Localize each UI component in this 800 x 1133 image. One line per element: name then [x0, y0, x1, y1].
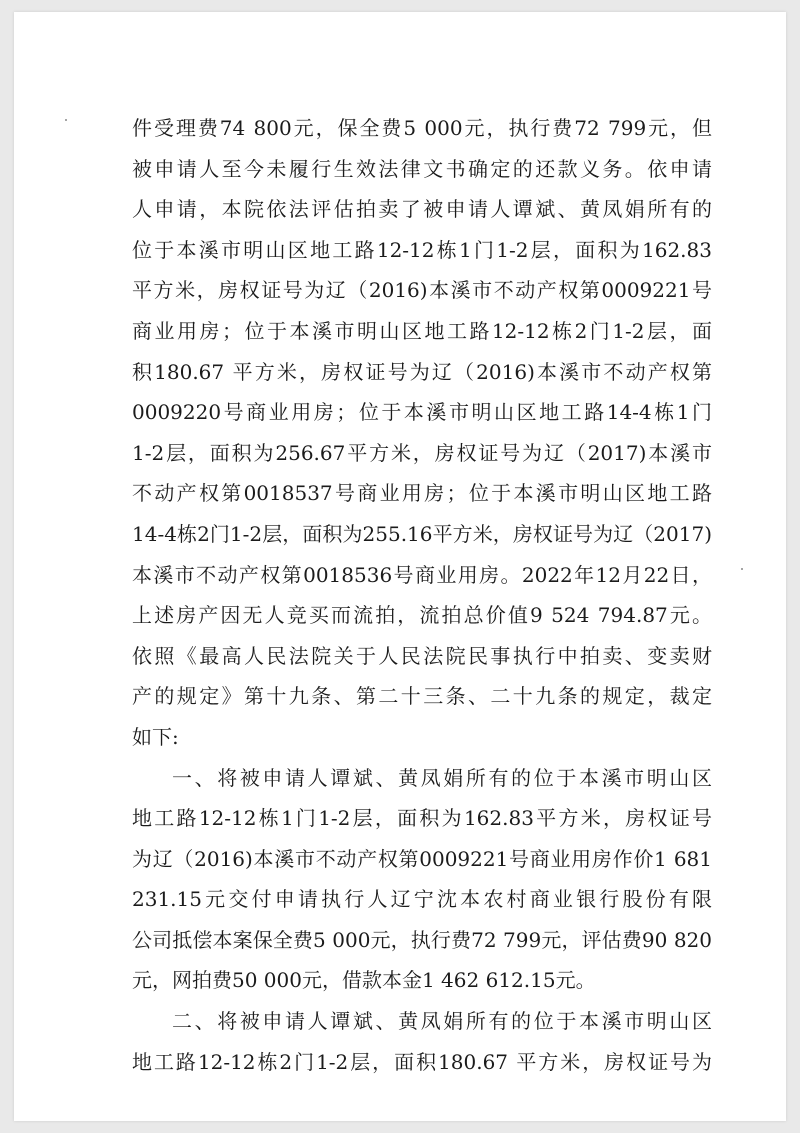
text-line: 人申请，本院依法评估拍卖了被申请人谭斌、黄凤娟所有的: [132, 197, 712, 222]
text-line: 地工路12-12栋1门1-2层，面积为162.83平方米，房权证号: [132, 806, 712, 831]
text-line: 件受理费74 800元，保全费5 000元，执行费72 799元，但: [132, 116, 712, 140]
text-line: 产的规定》第十九条、第二十三条、二十九条的规定，裁定: [132, 684, 712, 709]
text-line: 位于本溪市明山区地工路12-12栋1门1-2层，面积为162.83: [132, 237, 712, 262]
text-line: 商业用房；位于本溪市明山区地工路12-12栋2门1-2层，面: [132, 318, 712, 343]
text-line: 如下:: [132, 724, 179, 749]
document-page: [14, 12, 786, 1121]
scan-speck: [741, 568, 743, 570]
text-line: 231.15元交付申请执行人辽宁沈本农村商业银行股份有限: [132, 887, 712, 912]
text-line: 一、将被申请人谭斌、黄凤娟所有的位于本溪市明山区: [172, 765, 712, 790]
document-body: [132, 108, 712, 1082]
text-line: 14-4栋2门1-2层，面积为255.16平方米，房权证号为辽（2017): [132, 521, 712, 546]
text-line: 依照《最高人民法院关于人民法院民事执行中拍卖、变卖财: [132, 643, 712, 668]
scan-speck: [65, 119, 67, 121]
text-line: 本溪市不动产权第0018536号商业用房。2022年12月22日，: [132, 562, 712, 587]
text-line: 地工路12-12栋2门1-2层，面积180.67 平方米，房权证号为: [132, 1049, 712, 1074]
text-line: 0009220号商业用房；位于本溪市明山区地工路14-4栋1门: [132, 400, 712, 425]
text-line: 积180.67 平方米，房权证号为辽（2016)本溪市不动产权第: [132, 359, 712, 384]
text-line: 上述房产因无人竞买而流拍，流拍总价值9 524 794.87元。: [132, 603, 712, 628]
text-line: 平方米，房权证号为辽（2016)本溪市不动产权第0009221号: [132, 278, 712, 303]
text-line: 被申请人至今未履行生效法律文书确定的还款义务。依申请: [132, 156, 712, 181]
text-line: 二、将被申请人谭斌、黄凤娟所有的位于本溪市明山区: [172, 1009, 712, 1034]
text-line: 不动产权第0018537号商业用房；位于本溪市明山区地工路: [132, 481, 712, 506]
text-line: 公司抵偿本案保全费5 000元，执行费72 799元，评估费90 820: [132, 927, 712, 952]
text-line: 为辽（2016)本溪市不动产权第0009221号商业用房作价1 681: [132, 846, 712, 871]
text-line: 元，网拍费50 000元，借款本金1 462 612.15元。: [132, 968, 596, 993]
text-line: 1-2层，面积为256.67平方米，房权证号为辽（2017)本溪市: [132, 440, 712, 465]
